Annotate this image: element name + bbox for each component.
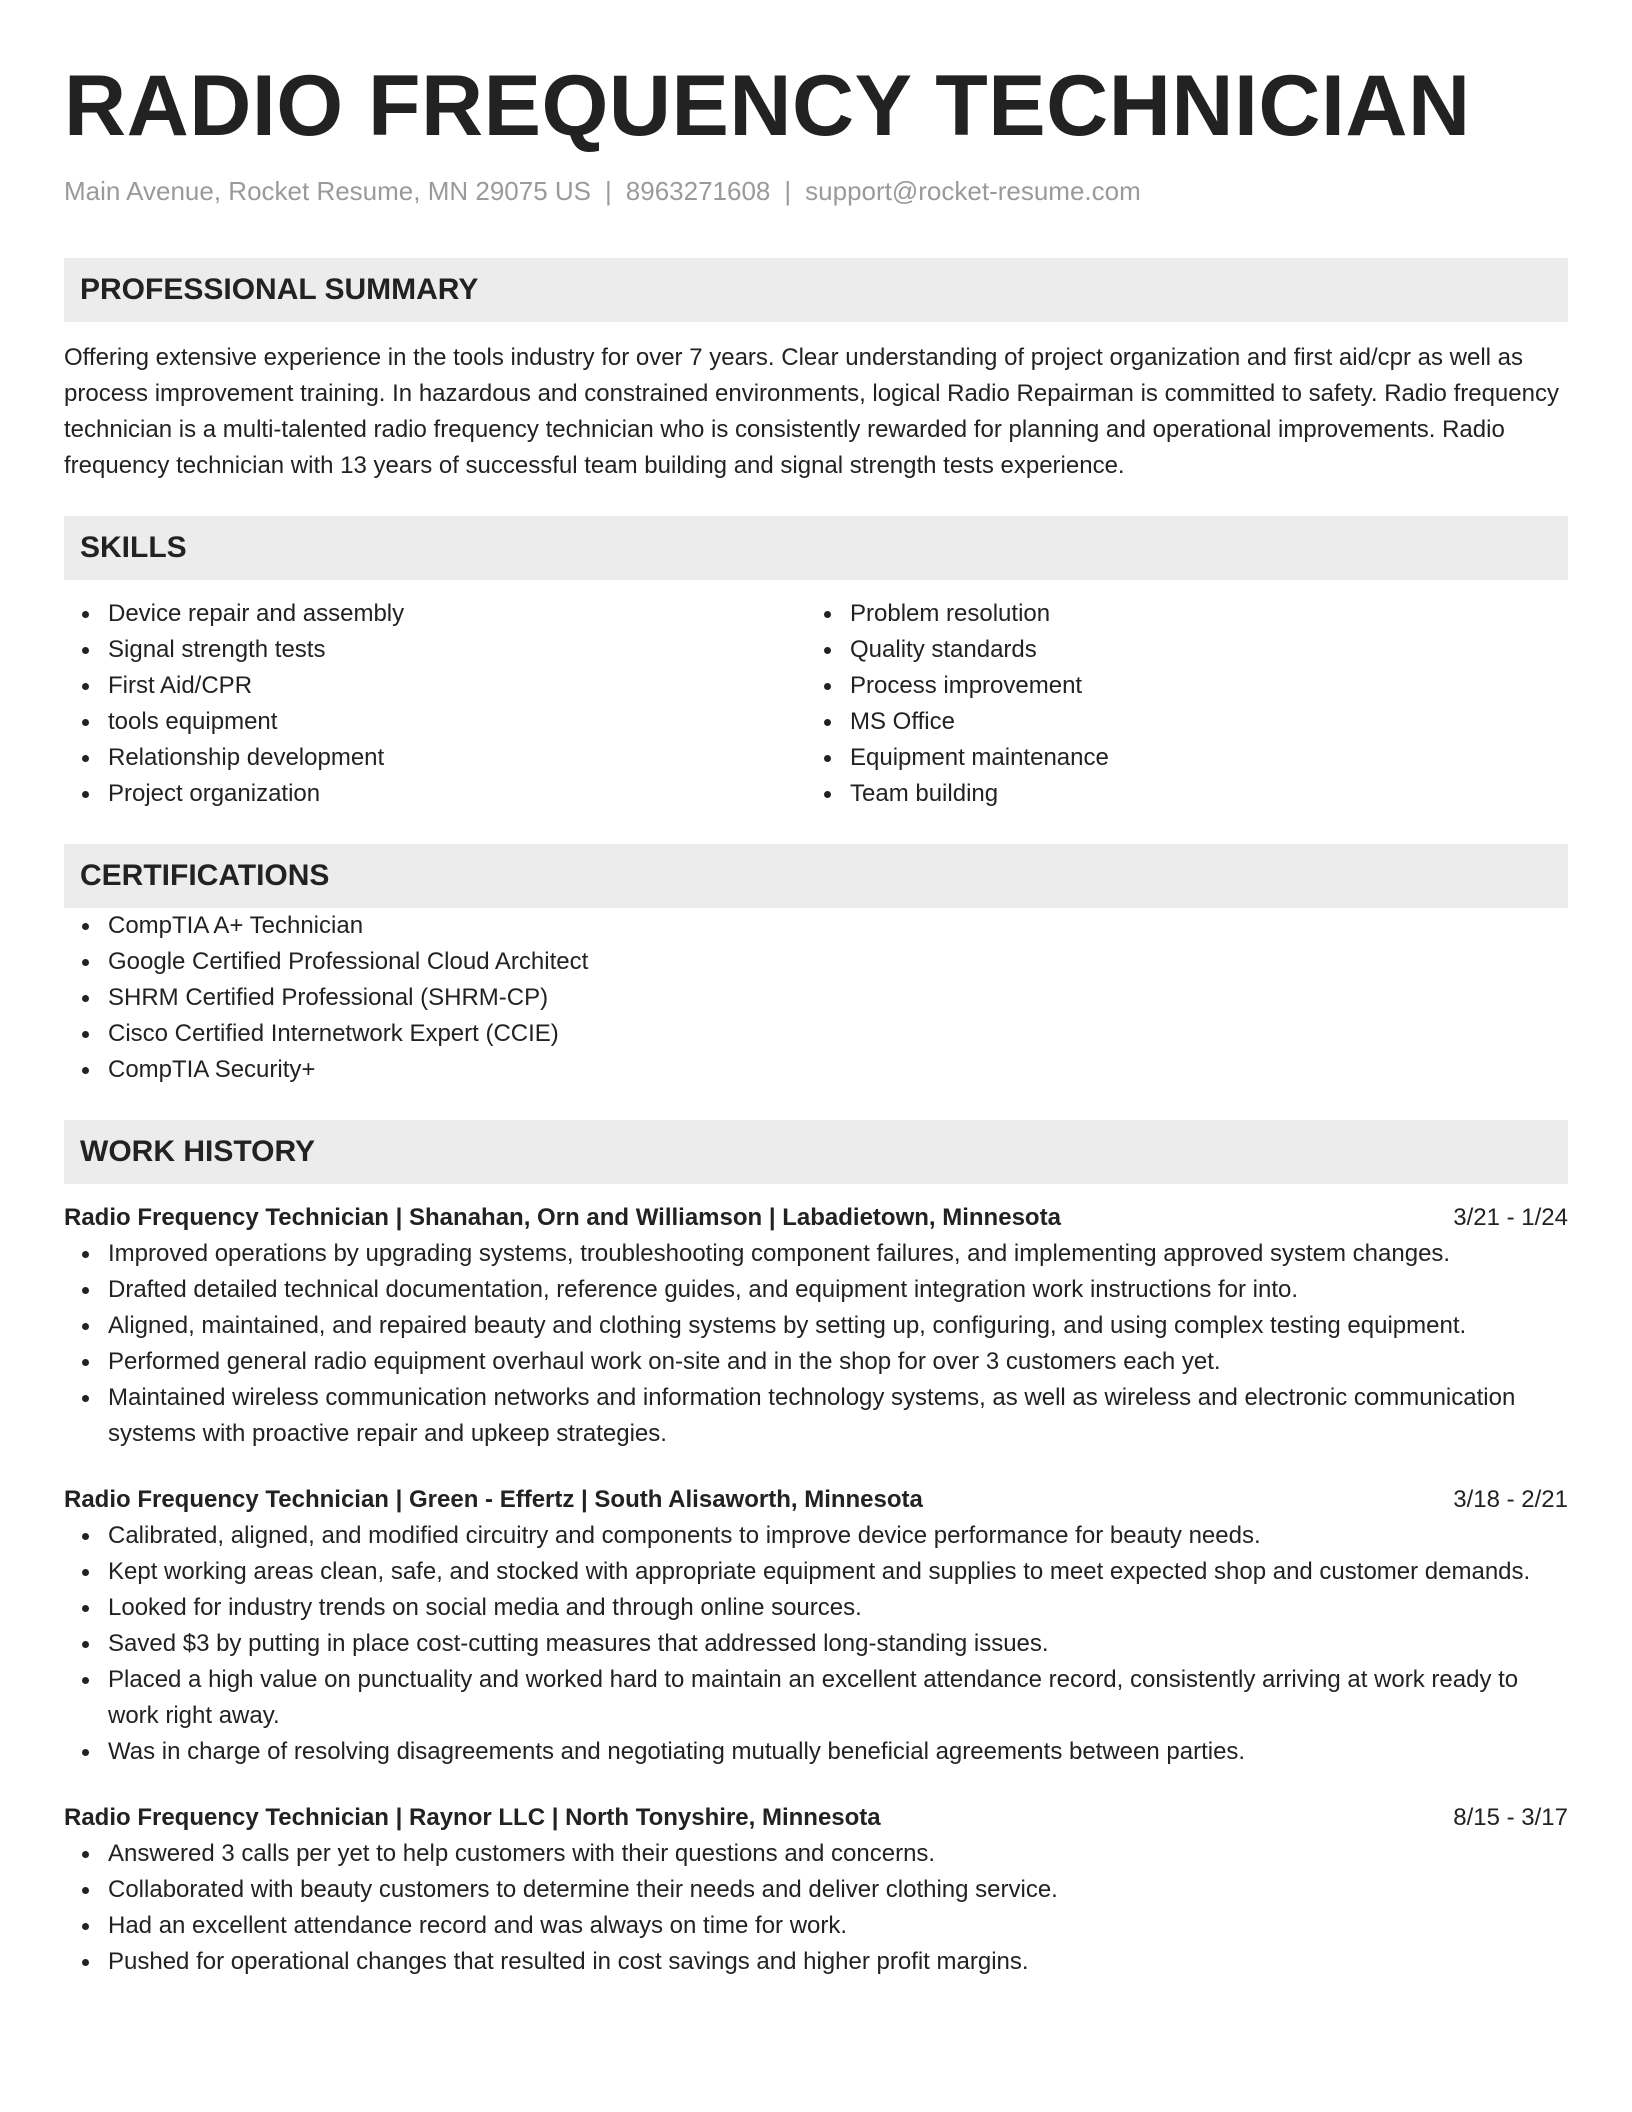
skill-item: Device repair and assembly [108, 596, 806, 632]
job-bullet: Improved operations by upgrading systems, troubleshooting component failures, and implementing approved system changes. [108, 1236, 1568, 1272]
summary-section-header: PROFESSIONAL SUMMARY [64, 258, 1568, 322]
certification-item: CompTIA A+ Technician [108, 908, 1568, 944]
skill-item: MS Office [850, 704, 1548, 740]
skill-item: Signal strength tests [108, 632, 806, 668]
skills-section-header: SKILLS [64, 516, 1568, 580]
skills-left-column [64, 596, 806, 812]
skills-right-column [806, 596, 1548, 812]
job-dates: 3/21 - 1/24 [1453, 1204, 1568, 1231]
job-bullet: Maintained wireless communication networks and information technology systems, as well as wireless and electronic communication systems with proactive repair and upkeep strategies. [108, 1380, 1568, 1452]
summary-text: Offering extensive experience in the tools industry for over 7 years. Clear understanding of project organization and first aid/cpr as well as process improvement training. In hazardous and constrained environments, logical Radio Repairman is committed to safety. Radio frequency technician is a multi-talented radio frequency technician who is consistently rewarded for planning and operational improvements. Radio frequency technician with 13 years of successful team building and signal strength tests experience. [64, 344, 1559, 479]
job-bullet: Placed a high value on punctuality and worked hard to maintain an excellent attendance record, consistently arriving at work ready to work right away. [108, 1662, 1568, 1734]
skills-right-list [806, 596, 1548, 812]
candidate-name: RADIO FREQUENCY TECHNICIAN [64, 58, 1471, 154]
job-bullet: Had an excellent attendance record and was always on time for work. [108, 1908, 1568, 1944]
skill-item: Relationship development [108, 740, 806, 776]
email-text: support@rocket-resume.com [805, 176, 1141, 206]
skill-item: Process improvement [850, 668, 1548, 704]
job-bullet: Answered 3 calls per yet to help customers with their questions and concerns. [108, 1836, 1568, 1872]
work-history-section-header: WORK HISTORY [64, 1120, 1568, 1184]
job-bullet: Saved $3 by putting in place cost-cutting measures that addressed long-standing issues. [108, 1626, 1568, 1662]
skill-item: Problem resolution [850, 596, 1548, 632]
skill-item: Team building [850, 776, 1548, 812]
certification-item: CompTIA Security+ [108, 1052, 1568, 1088]
job-bullet: Was in charge of resolving disagreements and negotiating mutually beneficial agreements between parties. [108, 1734, 1568, 1770]
skills-left-list [64, 596, 806, 812]
certifications-list [64, 908, 1568, 1088]
job-bullet: Collaborated with beauty customers to determine their needs and deliver clothing service. [108, 1872, 1568, 1908]
job-bullet: Drafted detailed technical documentation, reference guides, and equipment integration work instructions for into. [108, 1272, 1568, 1308]
job-bullet: Looked for industry trends on social media and through online sources. [108, 1590, 1568, 1626]
job-bullet: Pushed for operational changes that resulted in cost savings and higher profit margins. [108, 1944, 1568, 1980]
job-entry [64, 1482, 1568, 1770]
skill-item: Equipment maintenance [850, 740, 1548, 776]
job-header [64, 1800, 1568, 1836]
skill-item: tools equipment [108, 704, 806, 740]
separator: | [605, 176, 612, 206]
certification-item: SHRM Certified Professional (SHRM-CP) [108, 980, 1568, 1016]
phone-text: 8963271608 [625, 176, 771, 206]
job-bullet: Aligned, maintained, and repaired beauty and clothing systems by setting up, configuring, and using complex testing equipment. [108, 1308, 1568, 1344]
skill-item: Quality standards [850, 632, 1548, 668]
job-heading: Radio Frequency Technician | Green - Effertz | South Alisaworth, Minnesota [64, 1486, 923, 1513]
job-bullets [64, 1518, 1568, 1770]
job-heading: Radio Frequency Technician | Shanahan, Orn and Williamson | Labadietown, Minnesota [64, 1204, 1061, 1231]
separator: | [784, 176, 792, 206]
contact-line [64, 174, 1568, 208]
skills-grid [64, 596, 1568, 812]
skill-item: First Aid/CPR [108, 668, 806, 704]
job-dates: 3/18 - 2/21 [1453, 1486, 1568, 1513]
resume-page [64, 0, 1568, 1980]
certifications-section-header: CERTIFICATIONS [64, 844, 1568, 908]
job-dates: 8/15 - 3/17 [1453, 1804, 1568, 1831]
skill-item: Project organization [108, 776, 806, 812]
job-bullets [64, 1236, 1568, 1452]
job-bullet: Calibrated, aligned, and modified circuitry and components to improve device performance for beauty needs. [108, 1518, 1568, 1554]
job-bullets [64, 1836, 1568, 1980]
job-bullet: Performed general radio equipment overhaul work on-site and in the shop for over 3 customers each yet. [108, 1344, 1568, 1380]
job-heading: Radio Frequency Technician | Raynor LLC | North Tonyshire, Minnesota [64, 1804, 881, 1831]
job-header [64, 1200, 1568, 1236]
certification-item: Cisco Certified Internetwork Expert (CCIE) [108, 1016, 1568, 1052]
address-text: Main Avenue, Rocket Resume, MN 29075 US [64, 176, 592, 206]
job-bullet: Kept working areas clean, safe, and stocked with appropriate equipment and supplies to meet expected shop and customer demands. [108, 1554, 1568, 1590]
job-entry [64, 1200, 1568, 1452]
job-header [64, 1482, 1568, 1518]
job-entry [64, 1800, 1568, 1980]
certification-item: Google Certified Professional Cloud Architect [108, 944, 1568, 980]
